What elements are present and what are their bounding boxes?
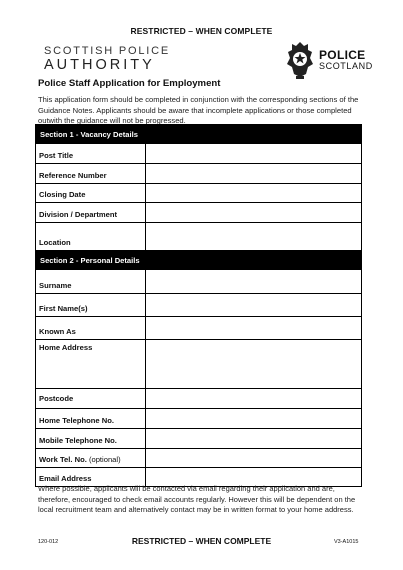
closing-date-field[interactable] [146,184,362,203]
work-tel-optional-note: (optional) [88,455,121,464]
spa-logo-line2: AUTHORITY [44,57,155,73]
surname-field[interactable] [146,270,362,294]
home-address-field[interactable] [146,340,362,389]
location-field[interactable] [146,223,362,251]
surname-row [36,270,362,294]
known-as-field[interactable] [146,317,362,340]
email-label: Email Address [36,468,146,487]
location-label: Location [36,223,146,251]
section2-header-row [36,251,362,270]
location-row [36,223,362,251]
classification-banner-bottom: RESTRICTED – WHEN COMPLETE [131,536,272,546]
mobile-tel-row [36,429,362,449]
form-title: Police Staff Application for Employment [38,78,221,89]
ps-logo-line1: POLICE [319,48,366,62]
first-names-label: First Name(s) [36,294,146,317]
ps-logo-line2: SCOTLAND [319,61,373,71]
work-tel-label [36,449,146,468]
first-names-row [36,294,362,317]
reference-number-label: Reference Number [36,164,146,184]
form-code: 120-012 [38,539,59,545]
postcode-label: Postcode [36,389,146,409]
home-tel-label: Home Telephone No. [36,409,146,429]
contact-note: Where possible, applicants will be contacted via email regarding their application and are, therefore, encouraged to check email accounts regularly. However this will be dependent on the local recruitment team and alternatively contact may be in written format to your home address. [38,484,356,514]
intro-text: This application form should be completed in conjunction with the corresponding sections of the Guidance Notes. Applicants should be aware that incomplete applications or those completed outwith the guidance will not be progressed. [38,95,359,125]
division-field[interactable] [146,203,362,223]
post-title-row [36,144,362,164]
work-tel-field[interactable] [146,449,362,468]
mobile-tel-label: Mobile Telephone No. [36,429,146,449]
first-names-field[interactable] [146,294,362,317]
post-title-label: Post Title [36,144,146,164]
police-scotland-logo [284,40,373,80]
post-title-field[interactable] [146,144,362,164]
mobile-tel-field[interactable] [146,429,362,449]
work-tel-label-text: Work Tel. No. [39,455,87,464]
reference-number-field[interactable] [146,164,362,184]
police-scotland-crest-icon [284,40,316,80]
closing-date-row [36,184,362,203]
known-as-label: Known As [36,317,146,340]
known-as-row [36,317,362,340]
division-label: Division / Department [36,203,146,223]
home-tel-row [36,409,362,429]
section1-heading: Section 1 - Vacancy Details [36,125,362,144]
postcode-field[interactable] [146,389,362,409]
version-code: V3-A1015 [334,539,359,545]
home-tel-field[interactable] [146,409,362,429]
classification-banner-top: RESTRICTED – WHEN COMPLETE [130,26,273,36]
division-row [36,203,362,223]
work-tel-row [36,449,362,468]
section1-header-row [36,125,362,144]
application-form-table [35,124,362,487]
reference-number-row [36,164,362,184]
postcode-row [36,389,362,409]
spa-logo-line1: SCOTTISH POLICE [44,45,171,57]
closing-date-label: Closing Date [36,184,146,203]
surname-label: Surname [36,270,146,294]
spa-logo [44,45,170,73]
home-address-row [36,340,362,389]
section2-heading: Section 2 - Personal Details [36,251,362,270]
home-address-label: Home Address [36,340,146,389]
